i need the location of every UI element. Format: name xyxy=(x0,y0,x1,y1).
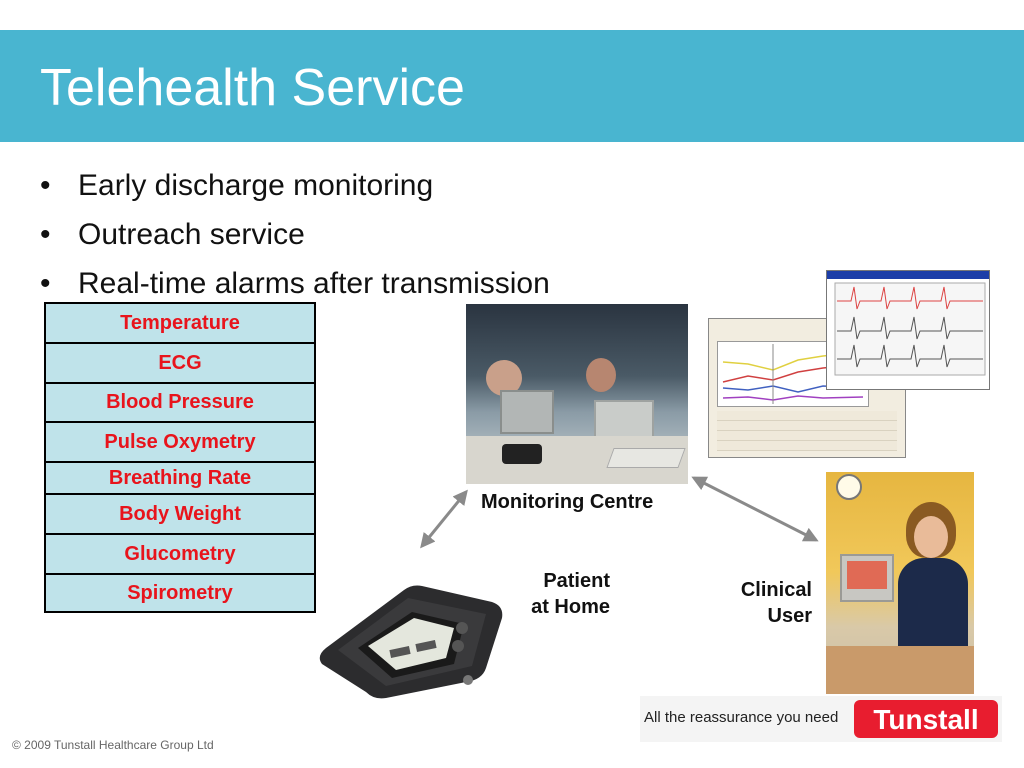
measurement-cell: Body Weight xyxy=(45,494,315,534)
computer-monitor xyxy=(840,554,894,602)
bullet-item: • Outreach service xyxy=(40,215,550,264)
computer-monitor xyxy=(500,390,554,434)
desk xyxy=(826,646,974,694)
clock-icon xyxy=(836,474,862,500)
brand-tagline: All the reassurance you need xyxy=(644,709,839,726)
measurement-cell: ECG xyxy=(45,343,315,383)
readings-form xyxy=(717,411,897,451)
window-titlebar xyxy=(827,271,989,279)
bullet-list xyxy=(40,166,550,313)
logo-text: Tunstall xyxy=(873,704,979,735)
measurement-cell: Breathing Rate xyxy=(45,462,315,494)
arrow-patient-monitoring xyxy=(422,492,466,546)
measurement-cell: Spirometry xyxy=(45,574,315,612)
patient-label-line: at Home xyxy=(531,596,610,618)
brand-banner xyxy=(640,696,1002,742)
tunstall-logo xyxy=(854,700,998,738)
measurement-cell: Temperature xyxy=(45,303,315,343)
bullet-item: • Real-time alarms after transmission xyxy=(40,264,550,313)
clinical-label-line: User xyxy=(767,605,812,627)
keyboard xyxy=(606,448,685,468)
arrow-monitoring-clinical xyxy=(694,478,816,540)
clinical-user-label xyxy=(712,577,812,629)
patient-label-line: Patient xyxy=(543,570,610,592)
telephone-icon xyxy=(502,444,542,464)
measurement-cell: Pulse Oxymetry xyxy=(45,422,315,462)
measurement-table xyxy=(44,302,316,613)
slide-title: Telehealth Service xyxy=(40,59,465,117)
measurement-cell: Blood Pressure xyxy=(45,383,315,422)
operator-figure xyxy=(586,358,616,392)
ecg-waveforms xyxy=(827,279,989,389)
copyright-notice: © 2009 Tunstall Healthcare Group Ltd xyxy=(12,738,214,752)
bullet-item: • Early discharge monitoring xyxy=(40,166,550,215)
clinical-label-line: Clinical xyxy=(740,579,812,601)
nurse-figure xyxy=(898,502,968,652)
ecg-screenshot xyxy=(826,270,990,390)
monitoring-centre-label: Monitoring Centre xyxy=(481,491,654,513)
measurement-cell: Glucometry xyxy=(45,534,315,574)
monitoring-centre-photo xyxy=(466,304,688,484)
clinical-user-photo xyxy=(826,472,974,694)
telehealth-device-icon xyxy=(316,582,506,702)
patient-at-home-label xyxy=(500,568,610,620)
